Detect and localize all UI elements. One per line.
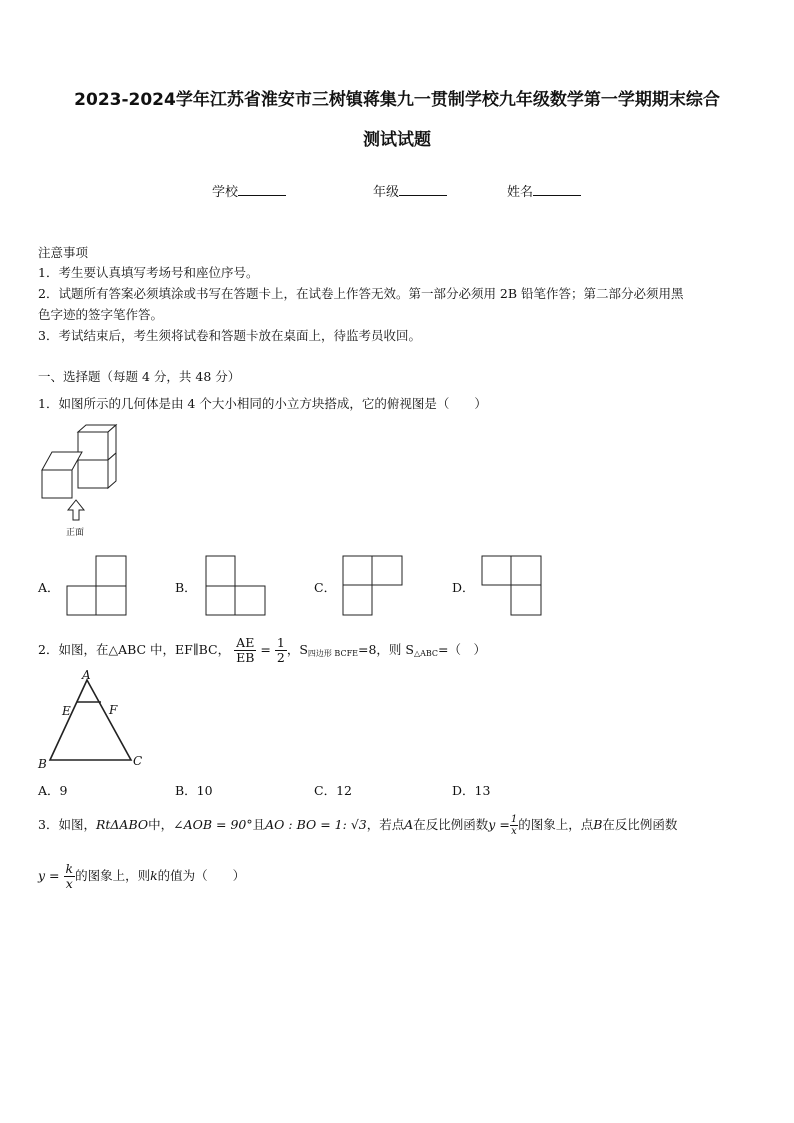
question-1-text: 1．如图所示的几何体是由 4 个大小相同的小立方块搭成，它的俯视图是（ ） (38, 396, 487, 411)
name-blank (533, 183, 581, 196)
name-field (507, 181, 581, 200)
grade-blank (399, 183, 447, 196)
notice-item-2: 2．试题所有答案必须填涂或书写在答题卡上，在试卷上作答无效。第一部分必须用 2B 铅笔作答；第二部分必须用黑 (38, 286, 684, 301)
q2-label-f: F (109, 703, 118, 717)
q3-p4: ∠AOB = 90° (173, 817, 253, 832)
question-2-text (38, 636, 486, 667)
q3-f2-num: k (65, 861, 74, 876)
q2-frac-den: EB (236, 650, 255, 665)
notice-heading: 注意事项 (38, 245, 89, 260)
front-label: 正面 (66, 528, 85, 538)
q3-p7: ，若点 (366, 817, 405, 832)
q1-option-a-label: A． (38, 580, 60, 595)
q2-s-text: ，S (286, 642, 308, 657)
q2-label-a: A (82, 668, 91, 682)
q2-option-b[interactable]: B．10 (175, 783, 213, 798)
q1-solid-figure (38, 420, 128, 540)
grade-field (373, 181, 447, 200)
q3-p8: A (404, 817, 414, 832)
q1-option-d-label: D． (452, 580, 475, 595)
q3-p1: 3．如图， (38, 817, 96, 832)
q3-line2-tail: 的值为（ ） (157, 868, 246, 883)
page-title: 2023-2024学年江苏省淮安市三树镇蒋集九一贯制学校九年级数学第一学期期末综合 (74, 90, 720, 110)
q3-p2: RtΔABO (95, 817, 149, 832)
question-3-text (38, 812, 677, 838)
q2-ratio-fraction (234, 636, 256, 665)
q3-f1-num: 1 (510, 814, 518, 825)
grade-label: 年级 (373, 185, 400, 200)
q2-label-b: B (38, 757, 47, 771)
q2-option-d[interactable]: D．13 (452, 783, 491, 798)
q2-tail: =（ ） (438, 642, 487, 657)
q2-frac-num: AE (234, 636, 256, 651)
q2-option-a[interactable]: A．9 (38, 783, 68, 798)
q2-option-c[interactable]: C．12 (314, 783, 352, 798)
q3-fraction-1 (510, 814, 518, 837)
q3-p13: 在反比例函数 (602, 817, 678, 832)
notice-item-3: 3．考试结束后，考生须将试卷和答题卡放在桌面上，待监考员收回。 (38, 328, 421, 343)
q2-half-num: 1 (276, 635, 285, 650)
question-3-text-cont (38, 862, 245, 891)
q3-fraction-2 (64, 862, 76, 891)
q1-option-b-figure[interactable] (205, 555, 267, 617)
q2-s-sub: 四边形 BCFE (307, 649, 358, 658)
name-label: 姓名 (507, 185, 534, 200)
q2-prefix: 2．如图，在△ABC 中，EF∥BC， (38, 642, 231, 657)
school-field (212, 181, 286, 200)
q3-f2-den: x (65, 876, 73, 891)
q3-p12: B (593, 817, 603, 832)
q3-f1-den: x (511, 826, 517, 837)
school-blank (238, 183, 286, 196)
page-title-line2: 测试试题 (363, 130, 431, 150)
q3-p9: 在反比例函数 (413, 817, 489, 832)
q3-p5: 且 (252, 817, 266, 832)
notice-item-1: 1．考生要认真填写考场号和座位序号。 (38, 265, 259, 280)
q1-option-d-figure[interactable] (481, 555, 543, 617)
section-heading: 一、选择题（每题 4 分，共 48 分） (38, 369, 241, 384)
q2-label-c: C (133, 754, 143, 768)
q1-option-c-label: C． (314, 580, 337, 595)
q3-line2-y: y = (38, 868, 60, 883)
q2-half-fraction (275, 636, 287, 665)
q1-option-a-figure[interactable] (66, 555, 128, 617)
q3-p6: AO : BO = 1: √3 (265, 817, 367, 832)
q1-option-b-label: B． (175, 580, 197, 595)
school-label: 学校 (212, 185, 239, 200)
notice-item-2-cont: 色字迹的签字笔作答。 (38, 307, 164, 322)
q2-label-e: E (62, 704, 71, 718)
q3-line2-text: 的图象上，则 (75, 868, 151, 883)
q3-p10: y = (488, 817, 510, 832)
q3-line2-k: k (150, 868, 158, 883)
q3-p3: 中， (148, 817, 174, 832)
q2-eq: = (260, 642, 271, 657)
q3-p11: 的图象上，点 (518, 817, 594, 832)
q2-s-sub2: △ABC (413, 649, 439, 658)
q2-half-den: 2 (276, 650, 285, 665)
q1-option-c-figure[interactable] (342, 555, 404, 617)
q2-s-val: =8，则 S (357, 642, 414, 657)
